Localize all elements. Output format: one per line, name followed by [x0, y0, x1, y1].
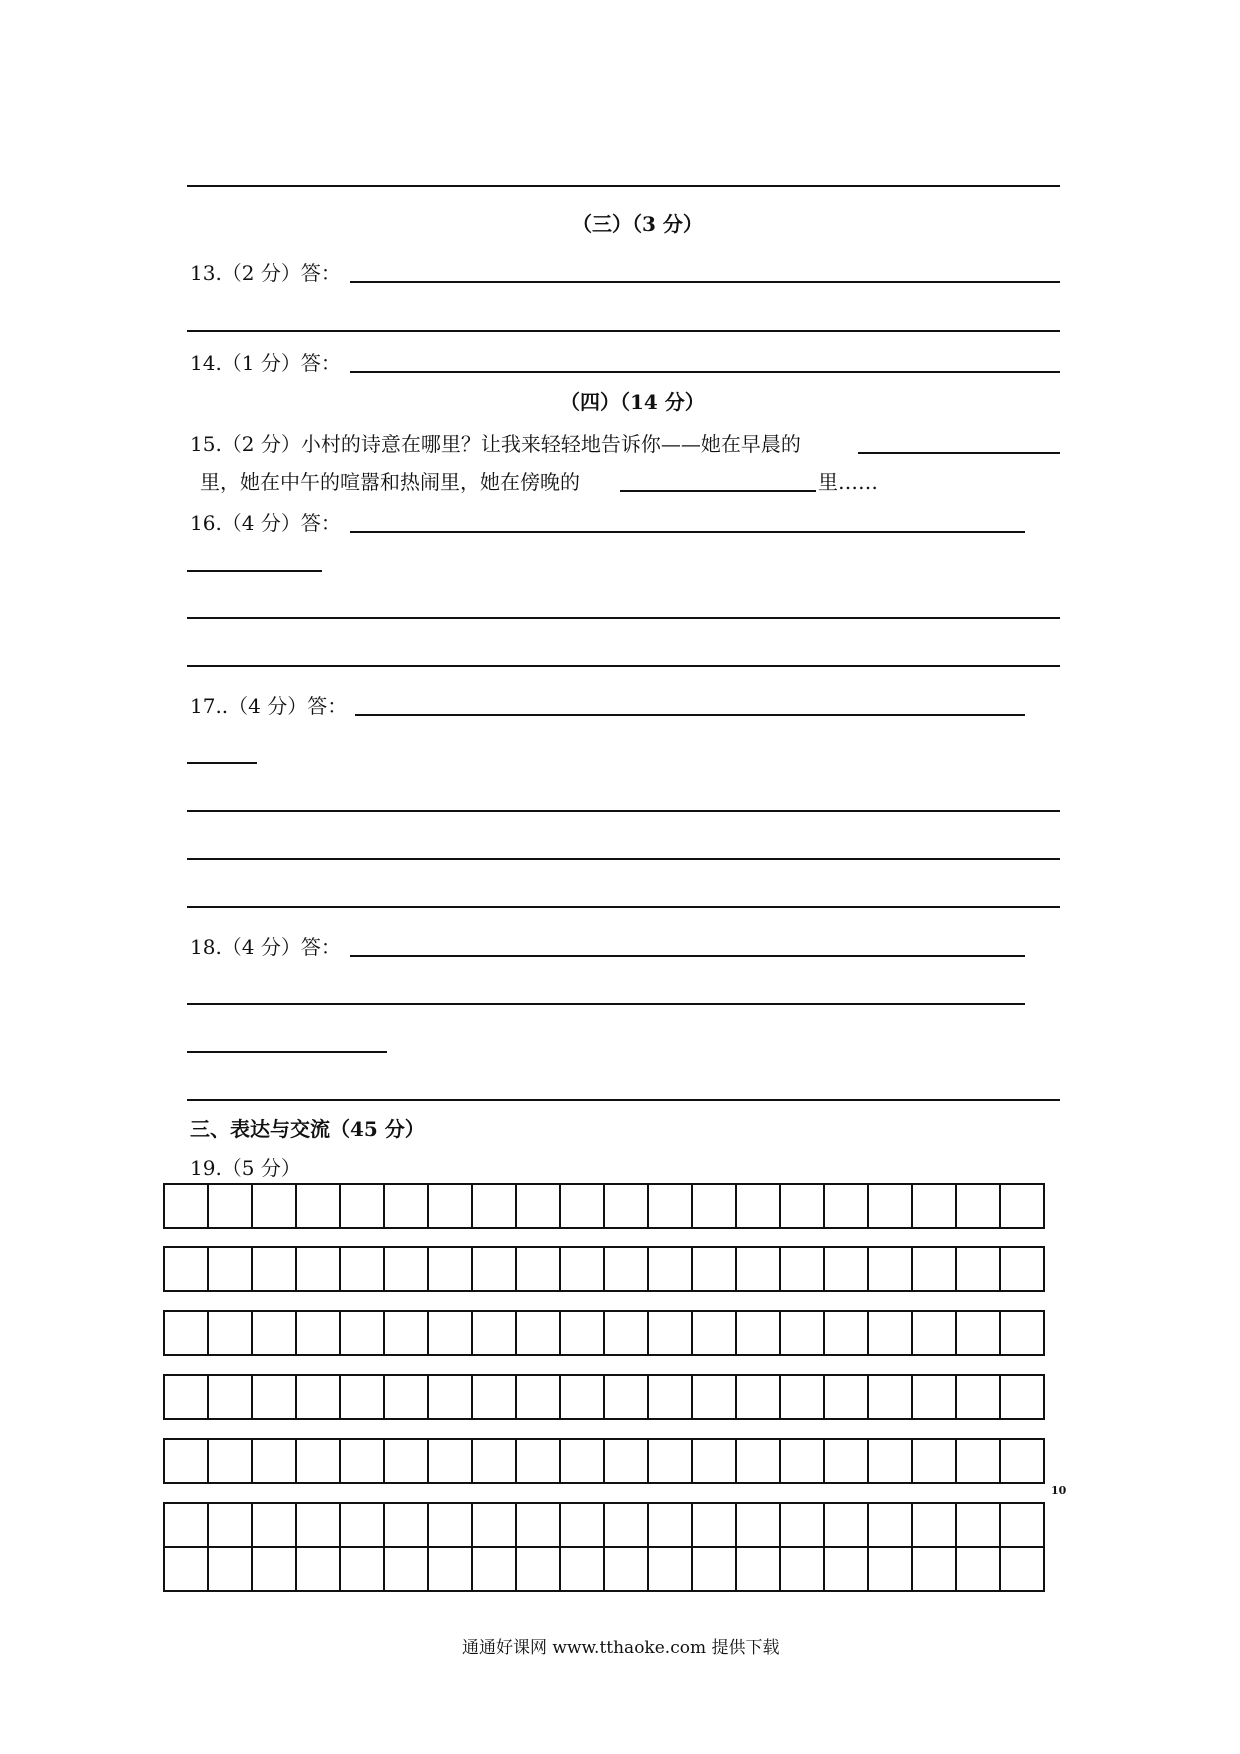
- grid-cell[interactable]: [516, 1439, 560, 1483]
- q16-answer-line-2[interactable]: [187, 570, 322, 572]
- grid-cell[interactable]: [604, 1311, 648, 1355]
- grid-cell[interactable]: [252, 1247, 296, 1291]
- q16-label: 16.（4 分）答：: [190, 511, 341, 535]
- grid-cell[interactable]: [428, 1247, 472, 1291]
- grid-block: [163, 1246, 1045, 1292]
- grid-cell[interactable]: [912, 1375, 956, 1419]
- grid-cell[interactable]: [296, 1375, 340, 1419]
- grid-cell[interactable]: [384, 1547, 428, 1591]
- grid-cell[interactable]: [604, 1375, 648, 1419]
- grid-cell[interactable]: [208, 1184, 252, 1228]
- q18-answer-line-3[interactable]: [187, 1051, 387, 1053]
- grid-row: [164, 1547, 1044, 1591]
- grid-cell[interactable]: [1000, 1547, 1044, 1591]
- grid-cell[interactable]: [1000, 1375, 1044, 1419]
- footer-text: 通通好课网 www.tthaoke.com 提供下载: [462, 1638, 780, 1658]
- grid-cell[interactable]: [384, 1439, 428, 1483]
- q13-answer-line-2[interactable]: [187, 330, 1060, 332]
- grid-cell[interactable]: [252, 1439, 296, 1483]
- grid-cell[interactable]: [868, 1311, 912, 1355]
- grid-cell[interactable]: [164, 1247, 208, 1291]
- grid-cell[interactable]: [516, 1247, 560, 1291]
- grid-cell[interactable]: [472, 1311, 516, 1355]
- q17-answer-line-3[interactable]: [187, 810, 1060, 812]
- grid-cell[interactable]: [340, 1247, 384, 1291]
- grid-cell[interactable]: [1000, 1439, 1044, 1483]
- grid-cell[interactable]: [516, 1184, 560, 1228]
- grid-cell[interactable]: [560, 1503, 604, 1547]
- grid-cell[interactable]: [560, 1375, 604, 1419]
- grid-cell[interactable]: [956, 1439, 1000, 1483]
- q17-answer-line-2[interactable]: [187, 762, 257, 764]
- grid-cell[interactable]: [560, 1247, 604, 1291]
- grid-cell[interactable]: [560, 1311, 604, 1355]
- grid-cell[interactable]: [472, 1439, 516, 1483]
- grid-row: [164, 1311, 1044, 1355]
- grid-cell[interactable]: [340, 1375, 384, 1419]
- grid-cell[interactable]: [736, 1184, 780, 1228]
- grid-cell[interactable]: [692, 1375, 736, 1419]
- grid-cell[interactable]: [692, 1184, 736, 1228]
- grid-cell[interactable]: [428, 1311, 472, 1355]
- grid-cell[interactable]: [296, 1439, 340, 1483]
- grid-cell[interactable]: [1000, 1184, 1044, 1228]
- grid-cell[interactable]: [384, 1247, 428, 1291]
- grid-cell[interactable]: [692, 1439, 736, 1483]
- grid-cell[interactable]: [736, 1547, 780, 1591]
- q17-answer-line[interactable]: [355, 714, 1025, 716]
- q18-label: 18.（4 分）答：: [190, 935, 341, 959]
- grid-cell[interactable]: [384, 1184, 428, 1228]
- grid-cell[interactable]: [560, 1547, 604, 1591]
- q15-text-1: 15.（2 分）小村的诗意在哪里？让我来轻轻地告诉你——她在早晨的: [190, 432, 801, 456]
- grid-cell[interactable]: [384, 1311, 428, 1355]
- q16-answer-line-3[interactable]: [187, 617, 1060, 619]
- grid-cell[interactable]: [912, 1503, 956, 1547]
- grid-cell[interactable]: [868, 1375, 912, 1419]
- grid-row: [164, 1247, 1044, 1291]
- grid-cell[interactable]: [736, 1311, 780, 1355]
- grid-cell[interactable]: [824, 1247, 868, 1291]
- grid-cell[interactable]: [780, 1547, 824, 1591]
- grid-cell[interactable]: [516, 1311, 560, 1355]
- grid-cell[interactable]: [604, 1439, 648, 1483]
- grid-cell[interactable]: [868, 1439, 912, 1483]
- grid-cell[interactable]: [340, 1547, 384, 1591]
- grid-cell[interactable]: [340, 1311, 384, 1355]
- grid-cell[interactable]: [604, 1247, 648, 1291]
- grid-cell[interactable]: [252, 1547, 296, 1591]
- grid-cell[interactable]: [296, 1547, 340, 1591]
- grid-block: [163, 1502, 1045, 1592]
- q15-text-2: 里，她在中午的喧嚣和热闹里，她在傍晚的: [200, 470, 580, 494]
- grid-cell[interactable]: [692, 1547, 736, 1591]
- grid-cell[interactable]: [956, 1503, 1000, 1547]
- q18-answer-line-2[interactable]: [187, 1003, 1025, 1005]
- q18-answer-line[interactable]: [350, 955, 1025, 957]
- grid-cell[interactable]: [428, 1375, 472, 1419]
- grid-cell[interactable]: [164, 1439, 208, 1483]
- grid-cell[interactable]: [824, 1375, 868, 1419]
- grid-cell[interactable]: [428, 1503, 472, 1547]
- grid-cell[interactable]: [648, 1547, 692, 1591]
- grid-cell[interactable]: [1000, 1311, 1044, 1355]
- grid-cell[interactable]: [164, 1311, 208, 1355]
- grid-cell[interactable]: [472, 1547, 516, 1591]
- grid-block: [163, 1374, 1045, 1420]
- part-3-title: 三、表达与交流（45 分）: [190, 1117, 425, 1141]
- grid-cell[interactable]: [164, 1375, 208, 1419]
- grid-cell[interactable]: [560, 1184, 604, 1228]
- grid-cell[interactable]: [428, 1547, 472, 1591]
- q14-answer-line[interactable]: [350, 371, 1060, 373]
- q14-label: 14.（1 分）答：: [190, 351, 341, 375]
- answer-line: [187, 185, 1060, 187]
- grid-cell[interactable]: [824, 1503, 868, 1547]
- grid-cell[interactable]: [868, 1184, 912, 1228]
- grid-row: [164, 1503, 1044, 1547]
- grid-cell[interactable]: [516, 1503, 560, 1547]
- grid-cell[interactable]: [868, 1503, 912, 1547]
- q17-answer-line-5[interactable]: [187, 906, 1060, 908]
- grid-cell[interactable]: [384, 1503, 428, 1547]
- grid-cell[interactable]: [604, 1184, 648, 1228]
- grid-cell[interactable]: [252, 1184, 296, 1228]
- grid-cell[interactable]: [208, 1503, 252, 1547]
- grid-cell[interactable]: [912, 1439, 956, 1483]
- grid-cell[interactable]: [296, 1503, 340, 1547]
- grid-cell[interactable]: [208, 1439, 252, 1483]
- grid-cell[interactable]: [692, 1247, 736, 1291]
- q17-answer-line-4[interactable]: [187, 858, 1060, 860]
- grid-block: [163, 1310, 1045, 1356]
- grid-cell[interactable]: [780, 1375, 824, 1419]
- grid-cell[interactable]: [428, 1184, 472, 1228]
- q19-label: 19.（5 分）: [190, 1156, 301, 1180]
- grid-cell[interactable]: [648, 1375, 692, 1419]
- grid-cell[interactable]: [648, 1439, 692, 1483]
- grid-cell[interactable]: [780, 1184, 824, 1228]
- grid-cell[interactable]: [824, 1547, 868, 1591]
- grid-cell[interactable]: [824, 1439, 868, 1483]
- grid-cell[interactable]: [956, 1547, 1000, 1591]
- grid-cell[interactable]: [208, 1247, 252, 1291]
- grid-cell[interactable]: [956, 1311, 1000, 1355]
- grid-cell[interactable]: [208, 1375, 252, 1419]
- q15-blank-1[interactable]: [858, 452, 1060, 454]
- grid-cell[interactable]: [340, 1503, 384, 1547]
- grid-cell[interactable]: [824, 1311, 868, 1355]
- grid-cell[interactable]: [824, 1184, 868, 1228]
- grid-cell[interactable]: [340, 1184, 384, 1228]
- grid-cell[interactable]: [780, 1439, 824, 1483]
- grid-cell[interactable]: [956, 1247, 1000, 1291]
- grid-cell[interactable]: [472, 1247, 516, 1291]
- grid-cell[interactable]: [692, 1503, 736, 1547]
- q16-answer-line-4[interactable]: [187, 665, 1060, 667]
- q18-answer-line-4[interactable]: [187, 1099, 1060, 1101]
- grid-cell[interactable]: [780, 1311, 824, 1355]
- grid-cell[interactable]: [868, 1247, 912, 1291]
- grid-cell[interactable]: [252, 1503, 296, 1547]
- grid-cell[interactable]: [296, 1311, 340, 1355]
- grid-cell[interactable]: [648, 1503, 692, 1547]
- q15-blank-2[interactable]: [620, 490, 816, 492]
- grid-cell[interactable]: [208, 1311, 252, 1355]
- grid-cell[interactable]: [648, 1247, 692, 1291]
- grid-cell[interactable]: [1000, 1247, 1044, 1291]
- grid-cell[interactable]: [912, 1184, 956, 1228]
- grid-cell[interactable]: [736, 1439, 780, 1483]
- grid-cell[interactable]: [296, 1184, 340, 1228]
- grid-cell[interactable]: [912, 1247, 956, 1291]
- grid-cell[interactable]: [164, 1547, 208, 1591]
- grid-cell[interactable]: [472, 1184, 516, 1228]
- grid-cell[interactable]: [340, 1439, 384, 1483]
- grid-cell[interactable]: [604, 1503, 648, 1547]
- grid-cell[interactable]: [1000, 1503, 1044, 1547]
- grid-cell[interactable]: [736, 1503, 780, 1547]
- grid-cell[interactable]: [164, 1184, 208, 1228]
- grid-cell[interactable]: [296, 1247, 340, 1291]
- grid-cell[interactable]: [692, 1311, 736, 1355]
- grid-cell[interactable]: [956, 1184, 1000, 1228]
- grid-cell[interactable]: [912, 1547, 956, 1591]
- grid-cell[interactable]: [736, 1375, 780, 1419]
- grid-row: [164, 1184, 1044, 1228]
- grid-cell[interactable]: [164, 1503, 208, 1547]
- grid-cell[interactable]: [516, 1547, 560, 1591]
- grid-cell[interactable]: [604, 1547, 648, 1591]
- grid-cell[interactable]: [780, 1247, 824, 1291]
- grid-cell[interactable]: [736, 1247, 780, 1291]
- grid-cell[interactable]: [516, 1375, 560, 1419]
- q16-answer-line[interactable]: [350, 531, 1025, 533]
- grid-cell[interactable]: [472, 1503, 516, 1547]
- grid-cell[interactable]: [560, 1439, 604, 1483]
- grid-cell[interactable]: [648, 1184, 692, 1228]
- grid-cell[interactable]: [780, 1503, 824, 1547]
- grid-cell[interactable]: [208, 1547, 252, 1591]
- grid-block: [163, 1438, 1045, 1484]
- grid-cell[interactable]: [472, 1375, 516, 1419]
- grid-row: [164, 1375, 1044, 1419]
- q13-answer-line[interactable]: [350, 281, 1060, 283]
- grid-cell[interactable]: [428, 1439, 472, 1483]
- grid-cell[interactable]: [384, 1375, 428, 1419]
- section-4-title: （四）（14 分）: [560, 390, 705, 414]
- q17-label: 17..（4 分）答：: [190, 694, 348, 718]
- grid-cell[interactable]: [868, 1547, 912, 1591]
- section-3-title: （三）（3 分）: [572, 212, 703, 236]
- grid-cell[interactable]: [648, 1311, 692, 1355]
- q13-label: 13.（2 分）答：: [190, 261, 341, 285]
- grid-block: [163, 1183, 1045, 1229]
- grid-count-mark: 10: [1051, 1484, 1067, 1497]
- q15-text-3: 里……: [818, 470, 878, 494]
- grid-cell[interactable]: [956, 1375, 1000, 1419]
- grid-cell[interactable]: [252, 1375, 296, 1419]
- grid-cell[interactable]: [252, 1311, 296, 1355]
- grid-cell[interactable]: [912, 1311, 956, 1355]
- grid-row: [164, 1439, 1044, 1483]
